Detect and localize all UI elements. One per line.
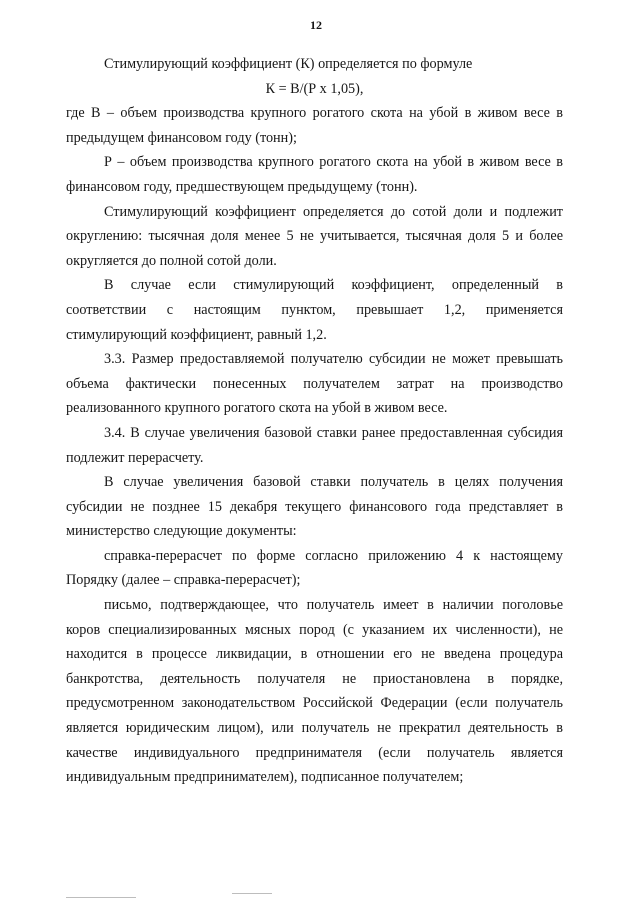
page-number: 12 xyxy=(310,18,322,32)
paragraph-documents-intro: В случае увеличения базовой ставки получатель в целях получения субсидии не позднее 15 декабря текущего финансового года представляет в министерство следующие документы: xyxy=(66,474,563,540)
formula: К = В/(Р х 1,05), xyxy=(265,80,364,97)
paragraph-definition-p: Р – объем производства крупного рогатого скота на убой в живом весе в финансовом году, предшествующем предыдущему (тонн). xyxy=(66,154,563,195)
paragraph-definition-b: где В – объем производства крупного рогатого скота на убой в живом весе в предыдущем финансовом году (тонн); xyxy=(66,105,563,146)
scan-artifact-line xyxy=(66,897,136,898)
paragraph-formula-intro: Стимулирующий коэффициент (К) определяется по формуле xyxy=(104,56,473,72)
paragraph-coefficient-cap: В случае если стимулирующий коэффициент, определенный в соответствии с настоящим пунктом, превышает 1,2, применяется стимулирующий коэффициент, равный 1,2. xyxy=(66,277,563,343)
paragraph-recalculation-certificate: справка-перерасчет по форме согласно приложению 4 к настоящему Порядку (далее – справка-перерасчет); xyxy=(66,547,563,589)
document-body xyxy=(66,52,563,790)
paragraph-clause-3-3: 3.3. Размер предоставляемой получателю субсидии не может превышать объема фактически понесенных получателем затрат на производство реализованного крупного рогатого скота на убой в живом весе. xyxy=(66,351,563,417)
paragraph-rounding-rule: Стимулирующий коэффициент определяется до сотой доли и подлежит округлению: тысячная доля менее 5 не учитывается, тысячная доля 5 и более округляется до полной сотой доли. xyxy=(66,203,563,269)
paragraph-clause-3-4: 3.4. В случае увеличения базовой ставки ранее предоставленная субсидия подлежит перерасчету. xyxy=(66,424,563,466)
paragraph-confirmation-letter: письмо, подтверждающее, что получатель имеет в наличии поголовье коров специализированных мясных пород (с указанием их численности), не находится в процессе ликвидации, в отношении его не введена процедура банкротства, деятельность получателя не приостановлена в порядке, предусмотренном законодательством Российской Федерации (если получатель является юридическим лицом), или получатель не прекратил деятельность в качестве индивидуального предпринимателя (если получатель является индивидуальным предпринимателем), подписанное получателем; xyxy=(66,597,563,786)
scan-artifact-line xyxy=(232,893,272,894)
